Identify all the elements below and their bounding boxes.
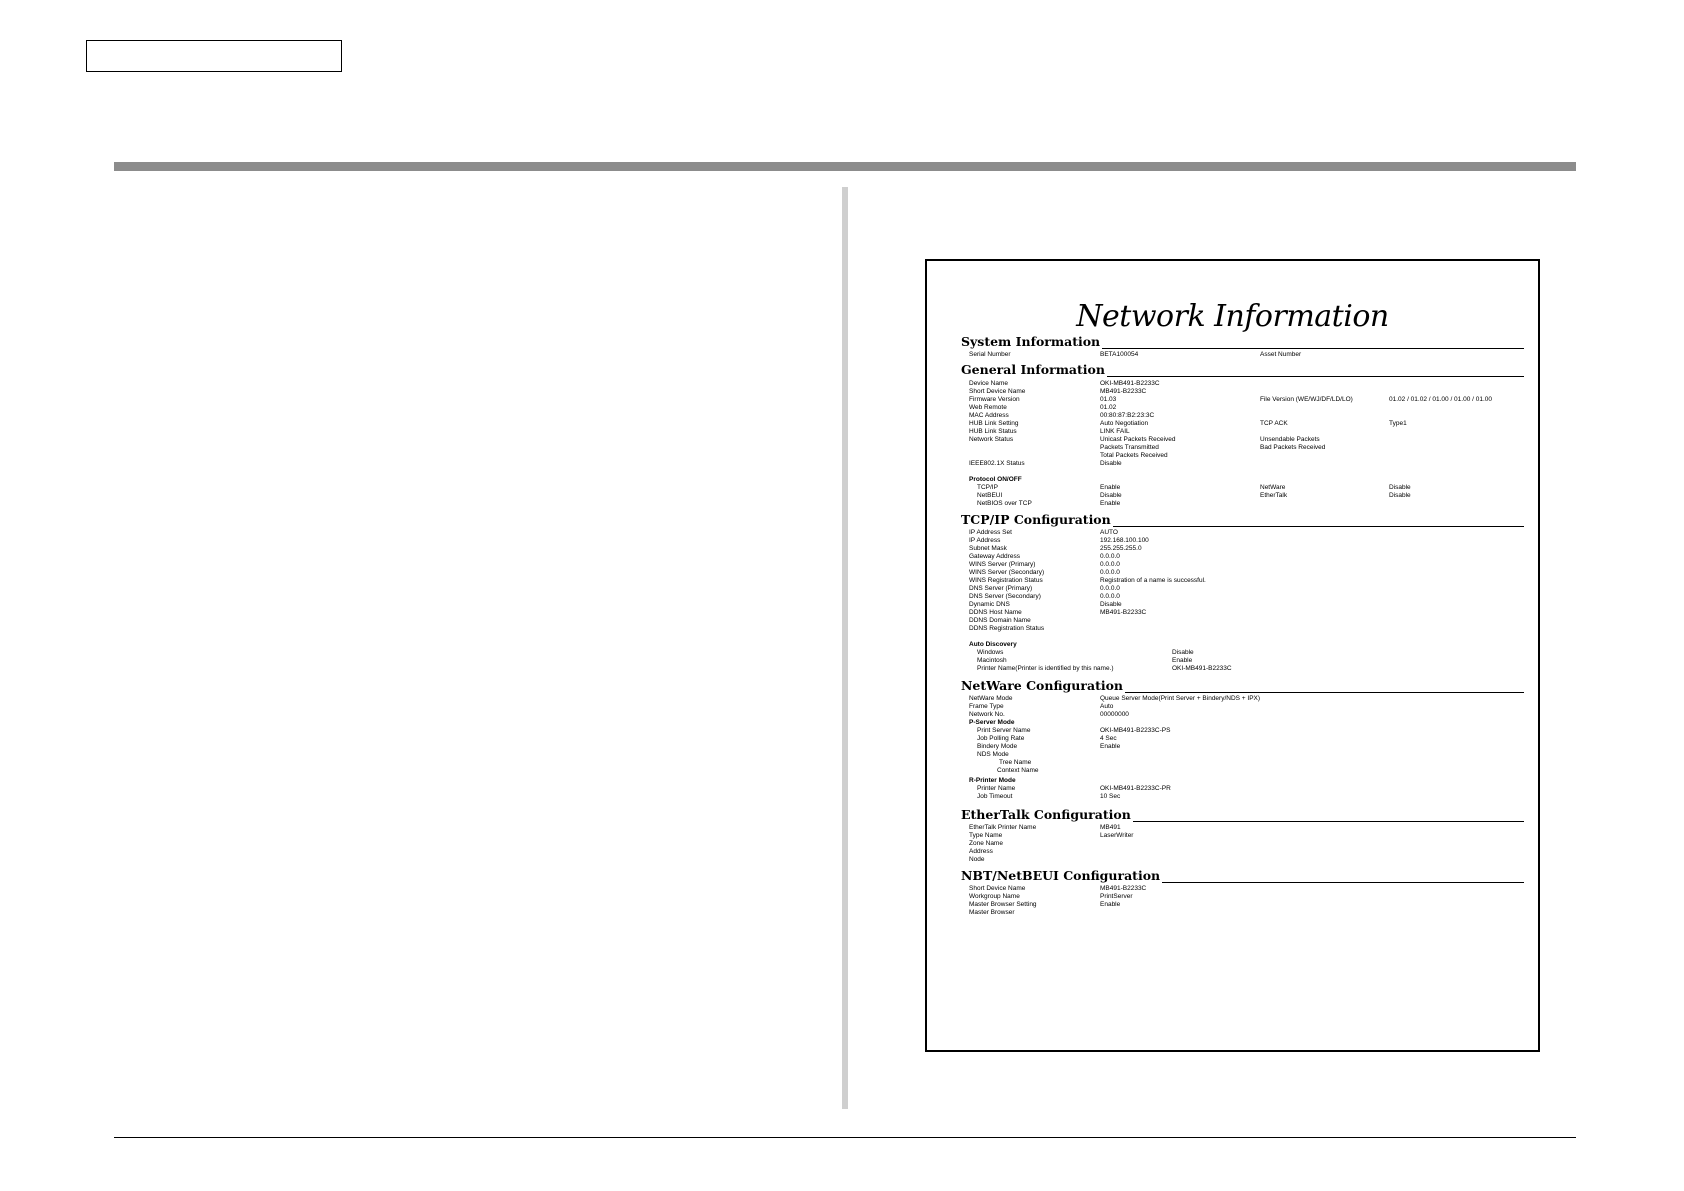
row-value: 00:80:87:B2:23:3C <box>1100 412 1155 419</box>
row-value: Enable <box>1100 484 1121 491</box>
row-value: Enable <box>1172 657 1193 664</box>
row-label: DNS Server (Secondary) <box>969 593 1041 600</box>
row-label: File Version (WE/WJ/DF/LD/LO) <box>1260 396 1353 403</box>
row-value: Disable <box>1389 484 1411 491</box>
header-label-box <box>86 40 342 72</box>
row-label: Web Remote <box>969 404 1007 411</box>
row-label: Network Status <box>969 436 1014 443</box>
row-label: Zone Name <box>969 840 1003 847</box>
row-label: Subnet Mask <box>969 545 1007 552</box>
row-label: Device Name <box>969 380 1009 387</box>
subsection-heading: Auto Discovery <box>969 641 1017 648</box>
row-value: 01.02 / 01.02 / 01.00 / 01.00 / 01.00 <box>1389 396 1493 403</box>
row-label: DDNS Registration Status <box>969 625 1045 632</box>
row-value: Enable <box>1100 500 1121 507</box>
row-value: 01.02 <box>1100 404 1117 411</box>
row-label: EtherTalk <box>1260 492 1288 499</box>
row-label: Frame Type <box>969 703 1004 710</box>
section-tcpip-configuration <box>961 513 1524 529</box>
row-value: OKI-MB491-B2233C <box>1172 665 1232 672</box>
row-label: Macintosh <box>977 657 1007 664</box>
row-label: WINS Server (Secondary) <box>969 569 1045 576</box>
row-label: Network No. <box>969 711 1005 718</box>
row-value: 0.0.0.0 <box>1100 585 1120 592</box>
column-divider <box>842 187 848 1109</box>
row-value: Auto <box>1100 703 1114 710</box>
row-label: Node <box>969 856 985 863</box>
row-value: Enable <box>1100 743 1121 750</box>
row-label: Windows <box>977 649 1004 656</box>
row-value: OKI-MB491-B2233C <box>1100 380 1160 387</box>
row-label: Job Timeout <box>977 793 1013 800</box>
row-value: 255.255.255.0 <box>1100 545 1142 552</box>
row-label: Tree Name <box>999 759 1032 766</box>
row-value: Disable <box>1172 649 1194 656</box>
row-label: TCP ACK <box>1260 420 1288 427</box>
row-label: EtherTalk Printer Name <box>969 824 1037 831</box>
row-value: 0.0.0.0 <box>1100 561 1120 568</box>
row-value: 00000000 <box>1100 711 1129 718</box>
row-value: MB491-B2233C <box>1100 388 1147 395</box>
row-label: NetBEUI <box>977 492 1003 499</box>
row-label: NetBIOS over TCP <box>977 500 1032 507</box>
row-label: Job Polling Rate <box>977 735 1025 742</box>
row-value: 10 Sec <box>1100 793 1121 800</box>
row-value: OKI-MB491-B2233C-PR <box>1100 785 1171 792</box>
row-label: Unsendable Packets <box>1260 436 1320 443</box>
row-label: Context Name <box>997 767 1039 774</box>
row-label: Dynamic DNS <box>969 601 1010 608</box>
row-label: Address <box>969 848 993 855</box>
row-label: Gateway Address <box>969 553 1020 560</box>
subsection-heading: R-Printer Mode <box>969 777 1016 784</box>
row-value: Disable <box>1389 492 1411 499</box>
row-value: Disable <box>1100 460 1122 467</box>
section-heading: NetWare Configuration <box>961 678 1124 693</box>
row-label: NDS Mode <box>977 751 1009 758</box>
row-value: 0.0.0.0 <box>1100 593 1120 600</box>
row-value: LaserWriter <box>1100 832 1134 839</box>
row-value: Enable <box>1100 901 1121 908</box>
row-label: TCP/IP <box>977 484 998 491</box>
row-label: IEEE802.1X Status <box>969 460 1025 467</box>
row-value: Total Packets Received <box>1100 452 1168 459</box>
row-value: Disable <box>1100 492 1122 499</box>
row-label: Workgroup Name <box>969 893 1020 900</box>
row-label: Bad Packets Received <box>1260 444 1326 451</box>
row-value: 01.03 <box>1100 396 1117 403</box>
row-label: Printer Name <box>977 785 1016 792</box>
row-label: MAC Address <box>969 412 1009 419</box>
row-label: Short Device Name <box>969 885 1026 892</box>
header-rule <box>114 162 1576 171</box>
section-heading: EtherTalk Configuration <box>961 807 1131 822</box>
row-label: Type Name <box>969 832 1003 839</box>
row-label: HUB Link Setting <box>969 420 1019 427</box>
row-value: Type1 <box>1389 420 1407 427</box>
row-value: 0.0.0.0 <box>1100 569 1120 576</box>
row-value: OKI-MB491-B2233C-PS <box>1100 727 1171 734</box>
subsection-heading: Protocol ON/OFF <box>969 476 1022 483</box>
section-heading: TCP/IP Configuration <box>961 512 1111 527</box>
row-value: 4 Sec <box>1100 735 1117 742</box>
row-label: IP Address Set <box>969 529 1012 536</box>
row-label: Asset Number <box>1260 351 1302 358</box>
row-label: DDNS Domain Name <box>969 617 1031 624</box>
section-general-information <box>961 363 1524 379</box>
section-heading: NBT/NetBEUI Configuration <box>961 868 1161 883</box>
section-heading: General Information <box>961 362 1105 377</box>
row-label: Print Server Name <box>977 727 1031 734</box>
row-value: 192.168.100.100 <box>1100 537 1149 544</box>
row-value: Auto Negotiation <box>1100 420 1149 427</box>
row-label: NetWare <box>1260 484 1286 491</box>
row-value: BETA100054 <box>1100 351 1139 358</box>
row-value: Unicast Packets Received <box>1100 436 1176 443</box>
section-heading: System Information <box>961 334 1101 349</box>
section-netware-configuration <box>961 679 1524 695</box>
row-value: LINK FAIL <box>1100 428 1130 435</box>
row-label: Master Browser <box>969 909 1015 916</box>
row-label: NetWare Mode <box>969 695 1013 702</box>
row-value: Disable <box>1100 601 1122 608</box>
row-value: MB491-B2233C <box>1100 609 1147 616</box>
row-label: DDNS Host Name <box>969 609 1022 616</box>
row-value: Registration of a name is successful. <box>1100 577 1206 584</box>
row-label: WINS Registration Status <box>969 577 1043 584</box>
row-value: PrintServer <box>1100 893 1133 900</box>
row-label: Serial Number <box>969 351 1011 358</box>
row-value: 0.0.0.0 <box>1100 553 1120 560</box>
row-value: Queue Server Mode(Print Server + Bindery/NDS + IPX) <box>1100 695 1261 702</box>
row-label: Firmware Version <box>969 396 1020 403</box>
row-label: Printer Name(Printer is identified by this name.) <box>977 665 1114 672</box>
row-label: Master Browser Setting <box>969 901 1037 908</box>
section-system-information <box>961 335 1524 351</box>
network-information-report <box>925 259 1540 1052</box>
row-label: IP Address <box>969 537 1001 544</box>
row-value: AUTO <box>1100 529 1118 536</box>
row-value: Packets Transmitted <box>1100 444 1159 451</box>
footer-rule <box>114 1137 1576 1138</box>
row-label: WINS Server (Primary) <box>969 561 1036 568</box>
section-nbt-netbeui-configuration <box>961 869 1524 885</box>
row-label: HUB Link Status <box>969 428 1017 435</box>
report-title: Network Information <box>1076 299 1389 334</box>
row-label: Bindery Mode <box>977 743 1018 750</box>
subsection-heading: P-Server Mode <box>969 719 1015 726</box>
row-value: MB491-B2233C <box>1100 885 1147 892</box>
row-label: Short Device Name <box>969 388 1026 395</box>
section-ethertalk-configuration <box>961 808 1524 824</box>
row-value: MB491 <box>1100 824 1121 831</box>
row-label: DNS Server (Primary) <box>969 585 1033 592</box>
